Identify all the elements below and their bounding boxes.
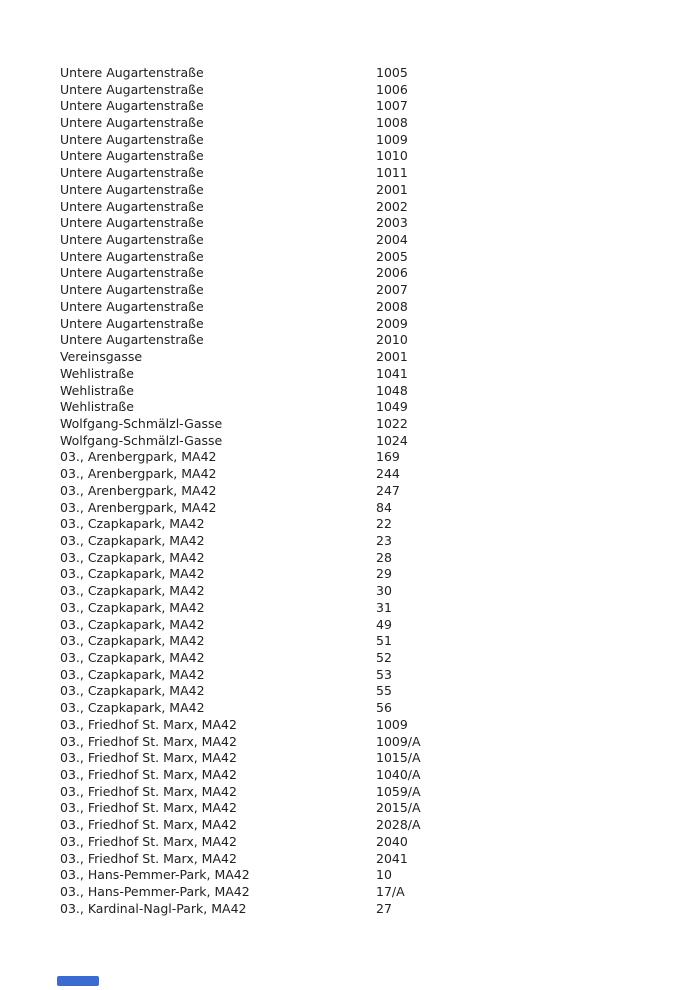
list-item [60, 265, 660, 282]
location-number: 2040 [376, 833, 408, 849]
location-name: Untere Augartenstraße [60, 215, 204, 231]
location-name: Untere Augartenstraße [60, 115, 204, 131]
location-name: Wehlistraße [60, 382, 134, 398]
location-name: 03., Czapkapark, MA42 [60, 566, 205, 582]
list-item [60, 248, 660, 265]
location-name: Untere Augartenstraße [60, 232, 204, 248]
location-number: 2003 [376, 215, 408, 231]
list-item [60, 315, 660, 332]
location-name: 03., Friedhof St. Marx, MA42 [60, 817, 237, 833]
list-item [60, 532, 660, 549]
location-name: 03., Czapkapark, MA42 [60, 650, 205, 666]
location-name: Untere Augartenstraße [60, 64, 204, 80]
location-number: 30 [376, 583, 392, 599]
list-item [60, 415, 660, 432]
list-item [60, 348, 660, 365]
location-name: 03., Kardinal-Nagl-Park, MA42 [60, 900, 247, 916]
list-item [60, 683, 660, 700]
list-item [60, 766, 660, 783]
location-name: 03., Czapkapark, MA42 [60, 616, 205, 632]
location-name: 03., Friedhof St. Marx, MA42 [60, 716, 237, 732]
list-item [60, 181, 660, 198]
location-name: 03., Czapkapark, MA42 [60, 516, 205, 532]
list-item [60, 632, 660, 649]
location-number: 27 [376, 900, 392, 916]
location-number: 1005 [376, 64, 408, 80]
list-item [60, 382, 660, 399]
list-item [60, 515, 660, 532]
list-item [60, 549, 660, 566]
location-number: 2010 [376, 332, 408, 348]
location-number: 1007 [376, 98, 408, 114]
list-item [60, 900, 660, 917]
location-name: 03., Friedhof St. Marx, MA42 [60, 750, 237, 766]
list-item [60, 733, 660, 750]
location-number: 31 [376, 599, 392, 615]
location-name: 03., Friedhof St. Marx, MA42 [60, 783, 237, 799]
location-name: 03., Hans-Pemmer-Park, MA42 [60, 867, 250, 883]
list-item [60, 164, 660, 181]
footer-blue-element[interactable] [57, 976, 99, 986]
location-number: 2004 [376, 232, 408, 248]
list-item [60, 666, 660, 683]
list-item [60, 148, 660, 165]
list-item [60, 114, 660, 131]
location-name: 03., Friedhof St. Marx, MA42 [60, 850, 237, 866]
location-name: Untere Augartenstraße [60, 131, 204, 147]
location-number: 1040/A [376, 767, 421, 783]
location-name: Wehlistraße [60, 365, 134, 381]
list-item [60, 699, 660, 716]
location-number: 2041 [376, 850, 408, 866]
location-name: Untere Augartenstraße [60, 148, 204, 164]
location-number: 52 [376, 650, 392, 666]
location-number: 1015/A [376, 750, 421, 766]
list-item [60, 566, 660, 583]
location-number: 2001 [376, 181, 408, 197]
location-number: 2015/A [376, 800, 421, 816]
location-number: 2006 [376, 265, 408, 281]
list-item [60, 214, 660, 231]
location-name: 03., Arenbergpark, MA42 [60, 499, 217, 515]
location-name: 03., Friedhof St. Marx, MA42 [60, 733, 237, 749]
location-name: Untere Augartenstraße [60, 98, 204, 114]
list-item [60, 365, 660, 382]
location-number: 29 [376, 566, 392, 582]
list-item [60, 298, 660, 315]
list-item [60, 800, 660, 817]
list-item [60, 716, 660, 733]
list-item [60, 332, 660, 349]
location-name: 03., Arenbergpark, MA42 [60, 466, 217, 482]
list-item [60, 465, 660, 482]
location-name: Untere Augartenstraße [60, 181, 204, 197]
location-number: 17/A [376, 884, 405, 900]
location-number: 1009 [376, 131, 408, 147]
location-number: 56 [376, 700, 392, 716]
location-number: 1059/A [376, 783, 421, 799]
location-name: 03., Friedhof St. Marx, MA42 [60, 800, 237, 816]
location-number: 1006 [376, 81, 408, 97]
location-number: 2007 [376, 282, 408, 298]
location-name: 03., Czapkapark, MA42 [60, 633, 205, 649]
list-item [60, 816, 660, 833]
location-name: Wolfgang-Schmälzl-Gasse [60, 432, 223, 448]
location-name: Untere Augartenstraße [60, 81, 204, 97]
list-item [60, 599, 660, 616]
location-name: 03., Friedhof St. Marx, MA42 [60, 767, 237, 783]
location-name: 03., Friedhof St. Marx, MA42 [60, 833, 237, 849]
list-item [60, 482, 660, 499]
location-name: Wehlistraße [60, 399, 134, 415]
location-number: 1041 [376, 365, 408, 381]
location-number: 244 [376, 466, 400, 482]
location-name: Untere Augartenstraße [60, 315, 204, 331]
list-item [60, 64, 660, 81]
location-number: 1024 [376, 432, 408, 448]
location-name: Vereinsgasse [60, 349, 143, 365]
location-name: Wolfgang-Schmälzl-Gasse [60, 415, 223, 431]
location-name: 03., Czapkapark, MA42 [60, 599, 205, 615]
location-name: 03., Czapkapark, MA42 [60, 549, 205, 565]
location-number: 2001 [376, 349, 408, 365]
location-name: 03., Arenbergpark, MA42 [60, 482, 217, 498]
location-list [60, 64, 660, 917]
list-item [60, 749, 660, 766]
location-number: 2009 [376, 315, 408, 331]
location-number: 23 [376, 532, 392, 548]
list-item [60, 398, 660, 415]
location-number: 1011 [376, 165, 408, 181]
list-item [60, 449, 660, 466]
list-item [60, 649, 660, 666]
location-name: 03., Hans-Pemmer-Park, MA42 [60, 884, 250, 900]
location-number: 1010 [376, 148, 408, 164]
location-name: Untere Augartenstraße [60, 165, 204, 181]
location-number: 2005 [376, 248, 408, 264]
list-item [60, 281, 660, 298]
location-number: 49 [376, 616, 392, 632]
location-name: Untere Augartenstraße [60, 282, 204, 298]
location-number: 1009/A [376, 733, 421, 749]
location-number: 51 [376, 633, 392, 649]
list-item [60, 783, 660, 800]
location-number: 55 [376, 683, 392, 699]
list-item [60, 883, 660, 900]
location-number: 2002 [376, 198, 408, 214]
location-number: 1022 [376, 415, 408, 431]
list-item [60, 833, 660, 850]
location-name: Untere Augartenstraße [60, 298, 204, 314]
location-number: 28 [376, 549, 392, 565]
location-name: 03., Arenbergpark, MA42 [60, 449, 217, 465]
list-item [60, 198, 660, 215]
list-item [60, 582, 660, 599]
list-item [60, 81, 660, 98]
list-item [60, 616, 660, 633]
list-item [60, 97, 660, 114]
list-item [60, 867, 660, 884]
location-name: 03., Czapkapark, MA42 [60, 583, 205, 599]
location-name: 03., Czapkapark, MA42 [60, 532, 205, 548]
location-name: 03., Czapkapark, MA42 [60, 700, 205, 716]
list-item [60, 231, 660, 248]
location-number: 53 [376, 666, 392, 682]
list-item [60, 131, 660, 148]
location-number: 10 [376, 867, 392, 883]
location-number: 1008 [376, 115, 408, 131]
location-name: Untere Augartenstraße [60, 332, 204, 348]
location-number: 2008 [376, 298, 408, 314]
location-number: 1048 [376, 382, 408, 398]
location-number: 247 [376, 482, 400, 498]
list-item [60, 499, 660, 516]
location-number: 2028/A [376, 817, 421, 833]
location-name: 03., Czapkapark, MA42 [60, 683, 205, 699]
list-item [60, 432, 660, 449]
location-name: Untere Augartenstraße [60, 248, 204, 264]
location-name: 03., Czapkapark, MA42 [60, 666, 205, 682]
location-number: 169 [376, 449, 400, 465]
location-name: Untere Augartenstraße [60, 265, 204, 281]
location-number: 1009 [376, 716, 408, 732]
location-number: 22 [376, 516, 392, 532]
location-number: 84 [376, 499, 392, 515]
list-item [60, 850, 660, 867]
location-number: 1049 [376, 399, 408, 415]
location-name: Untere Augartenstraße [60, 198, 204, 214]
